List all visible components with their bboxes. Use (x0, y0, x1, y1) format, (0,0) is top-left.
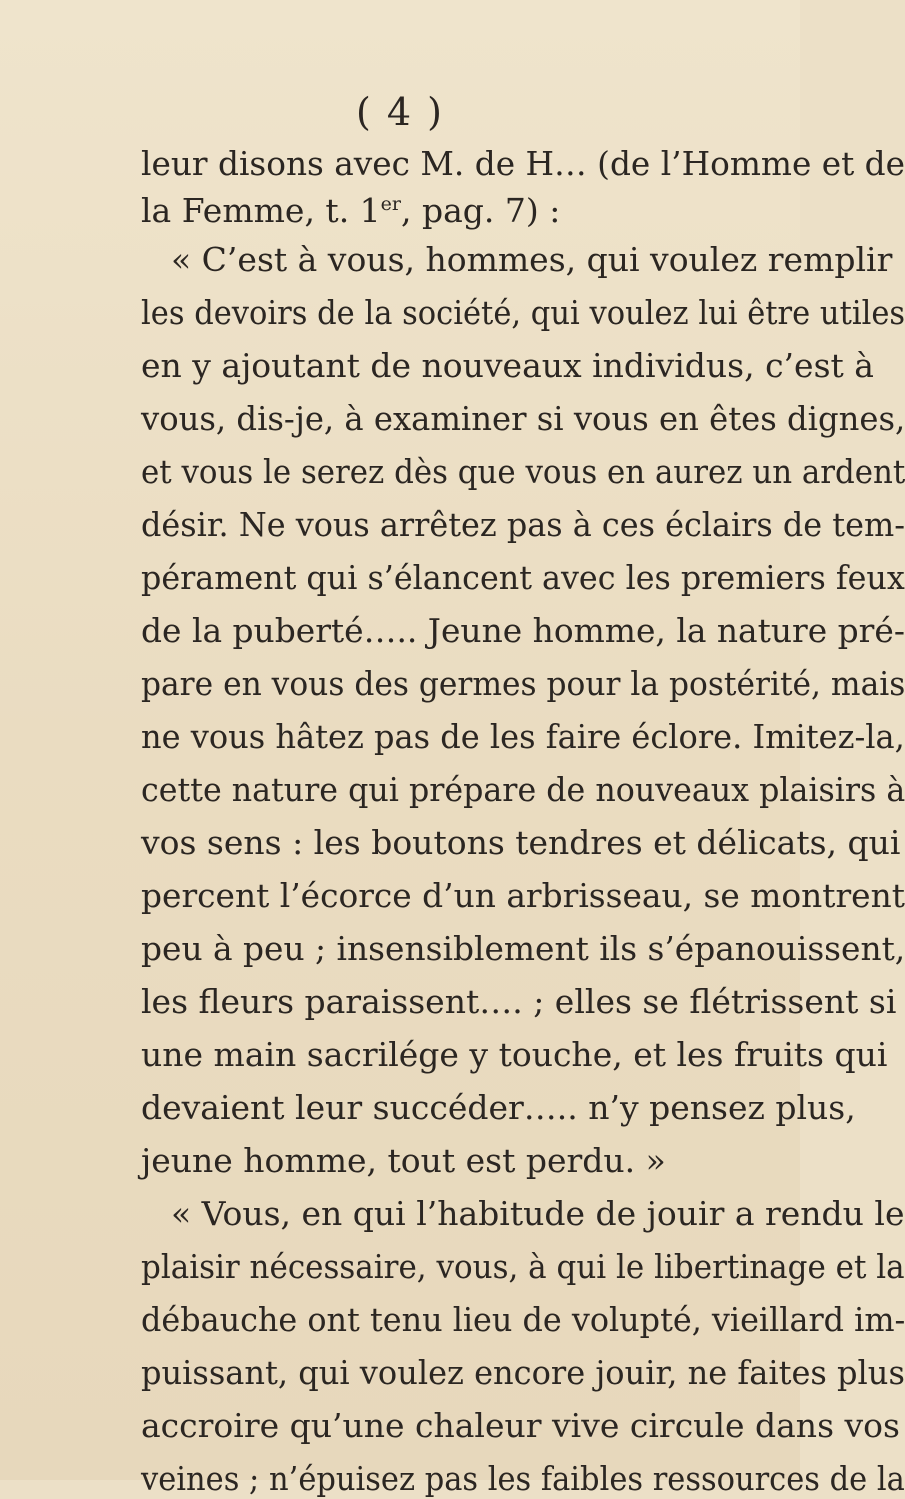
text-line-20: jeune homme, tout est perdu. » (141, 1141, 666, 1180)
text-line-19: devaient leur succéder….. n’y pensez plus, (141, 1088, 856, 1127)
text-line-2 (141, 184, 560, 231)
page-body (141, 136, 905, 1498)
text-line-15: percent l’écorce d’un arbrisseau, se montrent (141, 876, 905, 915)
text-line-2-start: la Femme, t. 1 (141, 191, 381, 230)
text-line-17: les fleurs paraissent…. ; elles se flétrissent si (141, 982, 897, 1021)
text-line-23: débauche ont tenu lieu de volupté, vieillard im- (141, 1300, 905, 1339)
text-line-13: cette nature qui prépare de nouveaux plaisirs à (141, 770, 905, 809)
text-line-18: une main sacrilége y touche, et les fruits qui (141, 1035, 888, 1074)
superscript-er: er (380, 193, 401, 215)
text-line-7: et vous le serez dès que vous en aurez un ardent (141, 452, 905, 491)
text-line-2-end: , pag. 7) : (401, 191, 561, 230)
text-line-9: pérament qui s’élancent avec les premiers feux (141, 558, 905, 597)
text-line-10: de la puberté….. Jeune homme, la nature pré- (141, 611, 905, 650)
text-line-21: « Vous, en qui l’habitude de jouir a rendu le (171, 1194, 905, 1233)
text-line-1: leur disons avec M. de H… (de l’Homme et de (141, 144, 905, 183)
text-line-26: veines ; n’épuisez pas les faibles ressources de la (141, 1459, 905, 1498)
text-line-22: plaisir nécessaire, vous, à qui le libertinage et la (141, 1247, 905, 1286)
text-line-24: puissant, qui voulez encore jouir, ne faites plus (141, 1353, 905, 1392)
text-line-11: pare en vous des germes pour la postérité, mais (141, 664, 905, 703)
page-number: ( 4 ) (356, 90, 444, 134)
text-line-3: « C’est à vous, hommes, qui voulez remplir (171, 240, 893, 279)
text-line-25: accroire qu’une chaleur vive circule dans vos (141, 1406, 900, 1445)
text-line-16: peu à peu ; insensiblement ils s’épanouissent, (141, 929, 905, 968)
text-line-8: désir. Ne vous arrêtez pas à ces éclairs de tem- (141, 505, 905, 544)
text-line-6: vous, dis-je, à examiner si vous en êtes dignes, (141, 399, 905, 438)
text-line-12: ne vous hâtez pas de les faire éclore. Imitez-la, (141, 717, 905, 756)
text-line-4: les devoirs de la société, qui voulez lui être utiles (141, 293, 905, 332)
text-line-14: vos sens : les boutons tendres et délicats, qui (141, 823, 901, 862)
text-line-5: en y ajoutant de nouveaux individus, c’est à (141, 346, 874, 385)
